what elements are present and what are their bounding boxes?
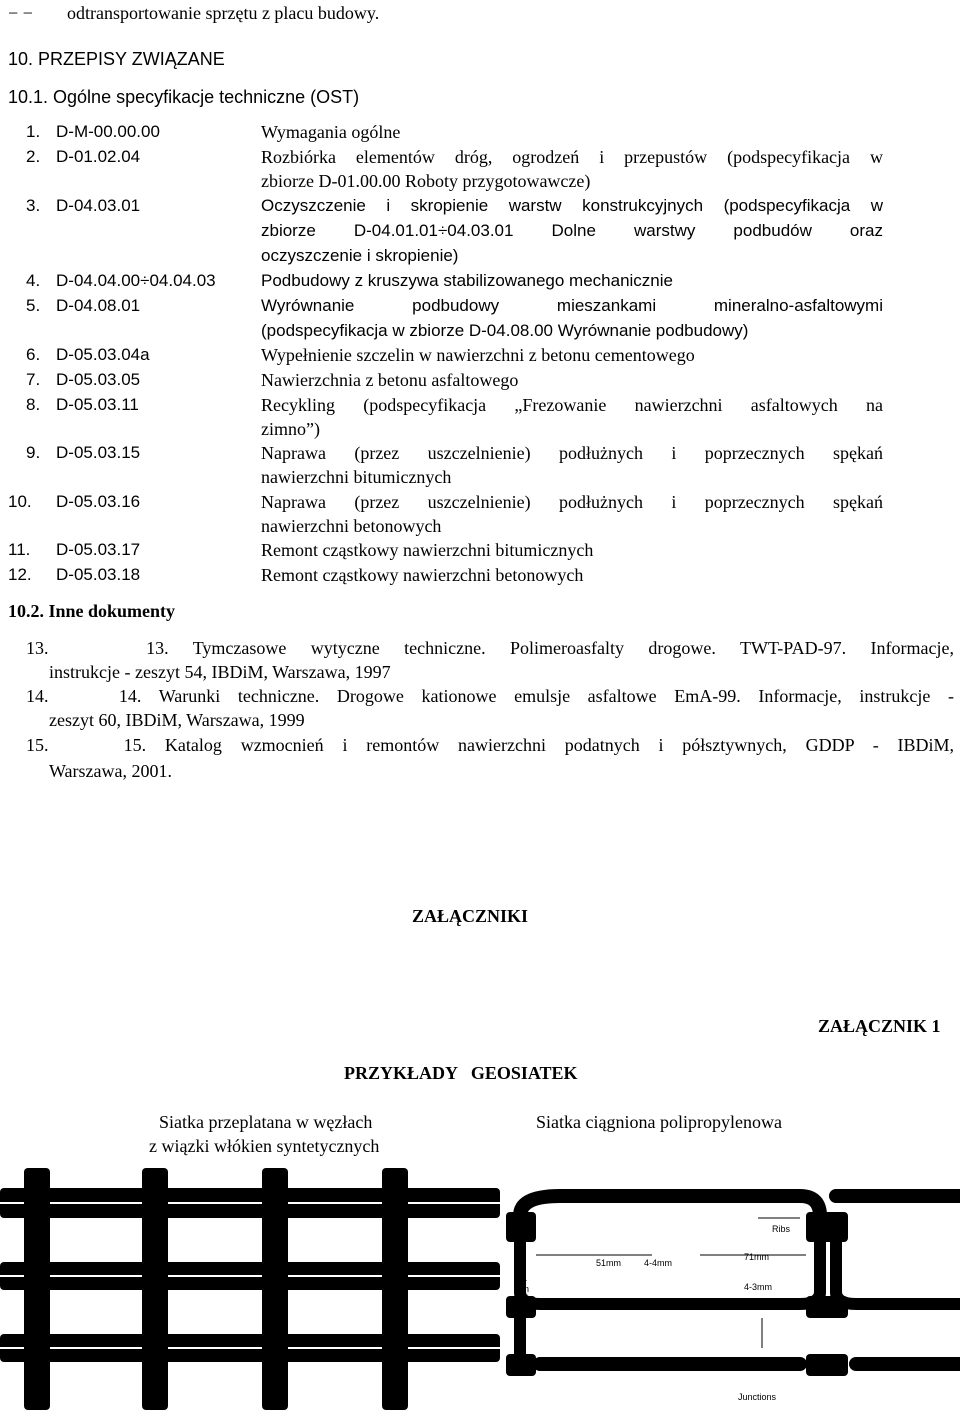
junction — [506, 1296, 536, 1318]
dim-label: mm — [514, 1284, 529, 1294]
dim-label: 51mm — [596, 1258, 622, 1268]
ost-description: Naprawa (przez uszczelnienie) podłużnych i poprzecznych spękań — [261, 443, 883, 463]
doc-item: instrukcje - zeszyt 54, IBDiM, Warszawa, 1997 — [49, 662, 391, 682]
ost-description: zimno”) — [261, 419, 320, 439]
ost-description: Wyrównanie podbudowy mieszankami mineralno-asfaltowymi — [261, 296, 883, 315]
ost-description: Nawierzchnia z betonu asfaltowego — [261, 370, 519, 390]
ost-number: 7. — [26, 370, 41, 389]
ost-code: D-05.03.17 — [56, 540, 141, 559]
ost-code: D-04.03.01 — [56, 196, 141, 215]
ost-description: Podbudowy z kruszywa stabilizowanego mechanicznie — [261, 271, 673, 290]
ost-number: 10. — [8, 492, 32, 511]
junction — [806, 1354, 848, 1376]
ost-code: D-05.03.15 — [56, 443, 141, 462]
ost-description: Rozbiórka elementów dróg, ogrodzeń i przepustów (podspecyfikacja w — [261, 147, 883, 167]
ost-code: D-05.03.04a — [56, 345, 150, 364]
left-caption: Siatka przeplatana w węzłach — [159, 1112, 373, 1132]
ost-description: Naprawa (przez uszczelnienie) podłużnych i poprzecznych spękań — [261, 492, 883, 512]
ost-code: D-05.03.11 — [56, 395, 139, 414]
ost-description: nawierzchni betonowych — [261, 516, 442, 536]
dim-label: 4-4 — [514, 1274, 528, 1284]
ost-code: D-05.03.18 — [56, 565, 141, 584]
ost-number: 11. — [8, 540, 31, 559]
ost-code: D-M-00.00.00 — [56, 122, 160, 141]
dim-label: 4-3mm — [744, 1282, 773, 1292]
ost-code: D-05.03.05 — [56, 370, 141, 389]
ost-number: 6. — [26, 345, 41, 364]
ost-code: D-01.02.04 — [56, 147, 141, 166]
dim-label: 71mm — [744, 1252, 770, 1262]
dim-label: Junctions — [738, 1392, 777, 1402]
ost-description: zbiorze D-01.00.00 Roboty przygotowawcze) — [261, 171, 591, 191]
ost-number: 8. — [26, 395, 41, 414]
ost-code: D-04.04.00÷04.04.03 — [56, 271, 216, 290]
ost-description: oczyszczenie i skropienie) — [261, 246, 459, 265]
ost-number: 5. — [26, 296, 41, 315]
ost-number: 2. — [26, 147, 41, 166]
dim-label: 4-4mm — [644, 1258, 673, 1268]
ost-description: Wypełnienie szczelin w nawierzchni z betonu cementowego — [261, 345, 695, 365]
section-10-2-heading: 10.2. Inne dokumenty — [8, 601, 176, 621]
intro-dashes: − − — [8, 3, 33, 23]
grid-band-vertical — [262, 1168, 288, 1410]
dim-label: Ribs — [772, 1224, 791, 1234]
grid-band-vertical — [382, 1168, 408, 1410]
junction — [806, 1296, 848, 1318]
figure-title: PRZYKŁADY GEOSIATEK — [344, 1063, 578, 1083]
junction — [506, 1354, 536, 1376]
dim-label: 1.1 — [514, 1222, 527, 1232]
left-caption: z wiązki włókien syntetycznych — [149, 1136, 380, 1156]
ost-description: (podspecyfikacja w zbiorze D-04.08.00 Wyrównanie podbudowy) — [261, 321, 749, 340]
ost-description: Remont cząstkowy nawierzchni betonowych — [261, 565, 584, 585]
ost-code: D-05.03.16 — [56, 492, 141, 511]
ost-number: 3. — [26, 196, 41, 215]
ost-description: Oczyszczenie i skropienie warstw konstrukcyjnych (podspecyfikacja w — [261, 196, 883, 215]
doc-item: zeszyt 60, IBDiM, Warszawa, 1999 — [49, 710, 305, 730]
ost-code: D-04.08.01 — [56, 296, 141, 315]
doc-item: Warszawa, 2001. — [49, 761, 173, 781]
ost-number: 4. — [26, 271, 41, 290]
dim-label: mm — [514, 1232, 529, 1242]
junction — [806, 1212, 848, 1242]
section-10-1-heading: 10.1. Ogólne specyfikacje techniczne (OST) — [8, 87, 360, 107]
ost-number: 1. — [26, 122, 41, 141]
doc-item: 15. 15. Katalog wzmocnień i remontów nawierzchni podatnych i półsztywnych, GDDP - IBDiM, — [26, 735, 954, 755]
attachment-1-label: ZAŁĄCZNIK 1 — [818, 1016, 941, 1036]
woven-geogrid-figure — [0, 1168, 500, 1410]
doc-item: 14. 14. Warunki techniczne. Drogowe kationowe emulsje asfaltowe EmA-99. Informacje, instrukcje - — [26, 686, 954, 706]
intro-text: odtransportowanie sprzętu z placu budowy. — [67, 3, 380, 23]
doc-item: 13. 13. Tymczasowe wytyczne techniczne. Polimeroasfalty drogowe. TWT-PAD-97. Informacje, — [26, 638, 954, 658]
ost-description: Remont cząstkowy nawierzchni bitumicznych — [261, 540, 594, 560]
ost-description: Wymagania ogólne — [261, 122, 401, 142]
ost-description: nawierzchni bitumicznych — [261, 467, 452, 487]
ost-description: Recykling (podspecyfikacja „Frezowanie nawierzchni asfaltowych na — [261, 395, 883, 415]
grid-band-vertical — [142, 1168, 168, 1410]
grid-band-vertical — [24, 1168, 50, 1410]
extruded-geogrid-figure — [500, 1168, 960, 1410]
right-caption: Siatka ciągniona polipropylenowa — [536, 1112, 782, 1132]
ost-number: 9. — [26, 443, 41, 462]
section-10-heading: 10. PRZEPISY ZWIĄZANE — [8, 49, 225, 69]
ost-number: 12. — [8, 565, 32, 584]
ost-description: zbiorze D-04.01.01÷04.03.01 Dolne warstwy podbudów oraz — [261, 221, 883, 240]
attachments-heading: ZAŁĄCZNIKI — [412, 906, 529, 926]
